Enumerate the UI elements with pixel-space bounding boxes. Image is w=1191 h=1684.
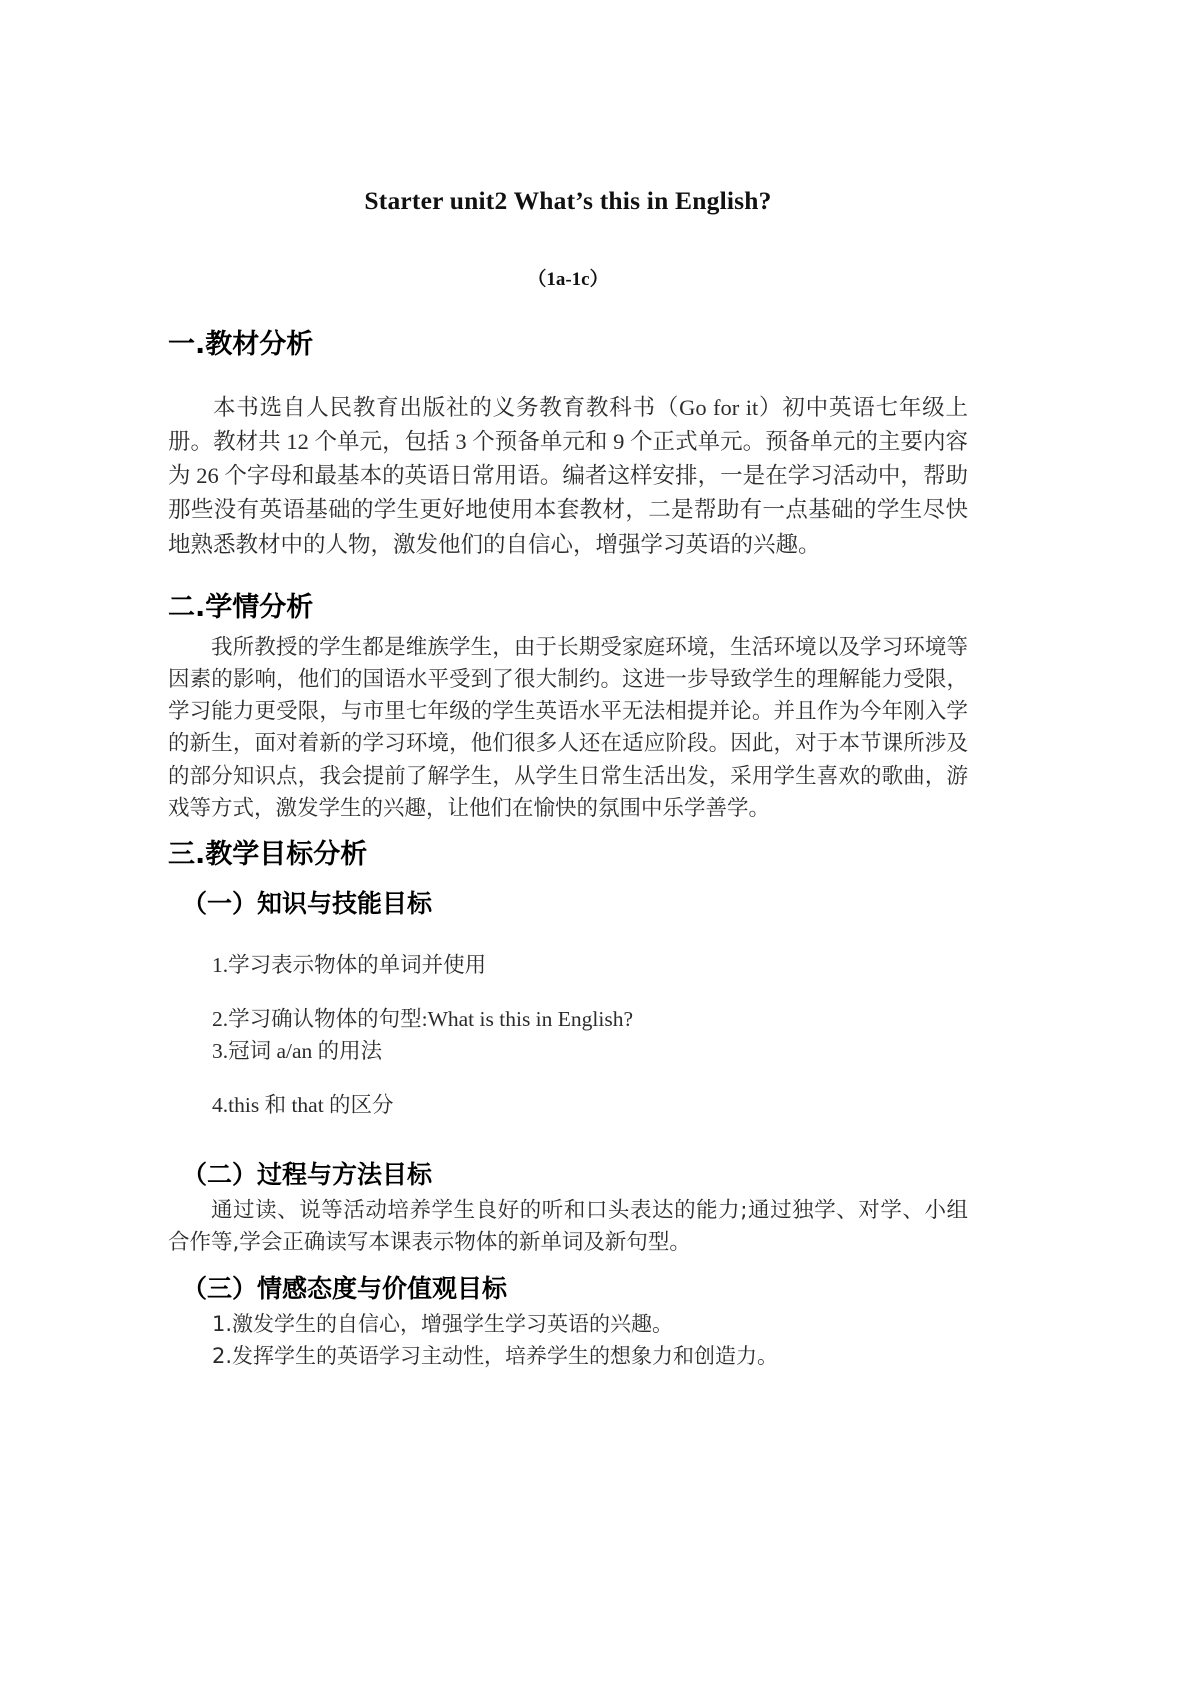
list-item: 2.学习确认物体的句型:What is this in English?	[212, 1006, 634, 1031]
section-heading-1: 一.教材分析	[168, 329, 314, 360]
subsection-paragraph-2: 通过读、说等活动培养学生良好的听和口头表达的能力;通过独学、对学、小组合作等,学会正确读写本课表示物体的新单词及新句型。	[168, 1198, 968, 1256]
list-item: 1.激发学生的自信心，增强学生学习英语的兴趣。	[212, 1312, 674, 1337]
section-paragraph-2: 我所教授的学生都是维族学生，由于长期受家庭环境，生活环境以及学习环境等因素的影响，他们的国语水平受到了很大制约。这进一步导致学生的理解能力受限，学习能力更受限，与市里七年级的学生英语水平无法相提并论。并且作为今年刚入学的新生，面对着新的学习环境，他们很多人还在适应阶段。因此，对于本节课所涉及的部分知识点，我会提前了解学生，从学生日常生活出发，采用学生喜欢的歌曲，游戏等方式，激发学生的兴趣，让他们在愉快的氛围中乐学善学。	[168, 634, 968, 821]
subsection-heading-2: （二）过程与方法目标	[182, 1159, 433, 1189]
section-heading-2: 二.学情分析	[168, 591, 314, 623]
subsection-heading-1: （一）知识与技能目标	[182, 889, 433, 919]
section-paragraph-1: 本书选自人民教育出版社的义务教育教科书（Go for it）初中英语七年级上册。教材共 12 个单元，包括 3 个预备单元和 9 个正式单元。预备单元的主要内容为 26 个字母和最基本的英语日常用语。编者这样安排，一是在学习活动中，帮助那些没有英语基础的学生更好地使用本套教材，二是帮助有一点基础的学生尽快地熟悉教材中的人物，激发他们的自信心，增强学习英语的兴趣。	[168, 394, 968, 557]
page-title: Starter unit2 What’s this in English?	[364, 186, 772, 215]
document-body	[168, 0, 968, 1372]
list-item: 4.this 和 that 的区分	[212, 1093, 394, 1118]
page-subtitle: （1a-1c）	[527, 269, 609, 290]
section-heading-3: 三.教学目标分析	[168, 839, 368, 871]
list-item: 1.学习表示物体的单词并使用	[212, 952, 487, 977]
list-item: 2.发挥学生的英语学习主动性，培养学生的想象力和创造力。	[212, 1343, 779, 1368]
subsection-heading-3: （三）情感态度与价值观目标	[182, 1273, 508, 1303]
list-item: 3.冠词 a/an 的用法	[212, 1039, 383, 1064]
